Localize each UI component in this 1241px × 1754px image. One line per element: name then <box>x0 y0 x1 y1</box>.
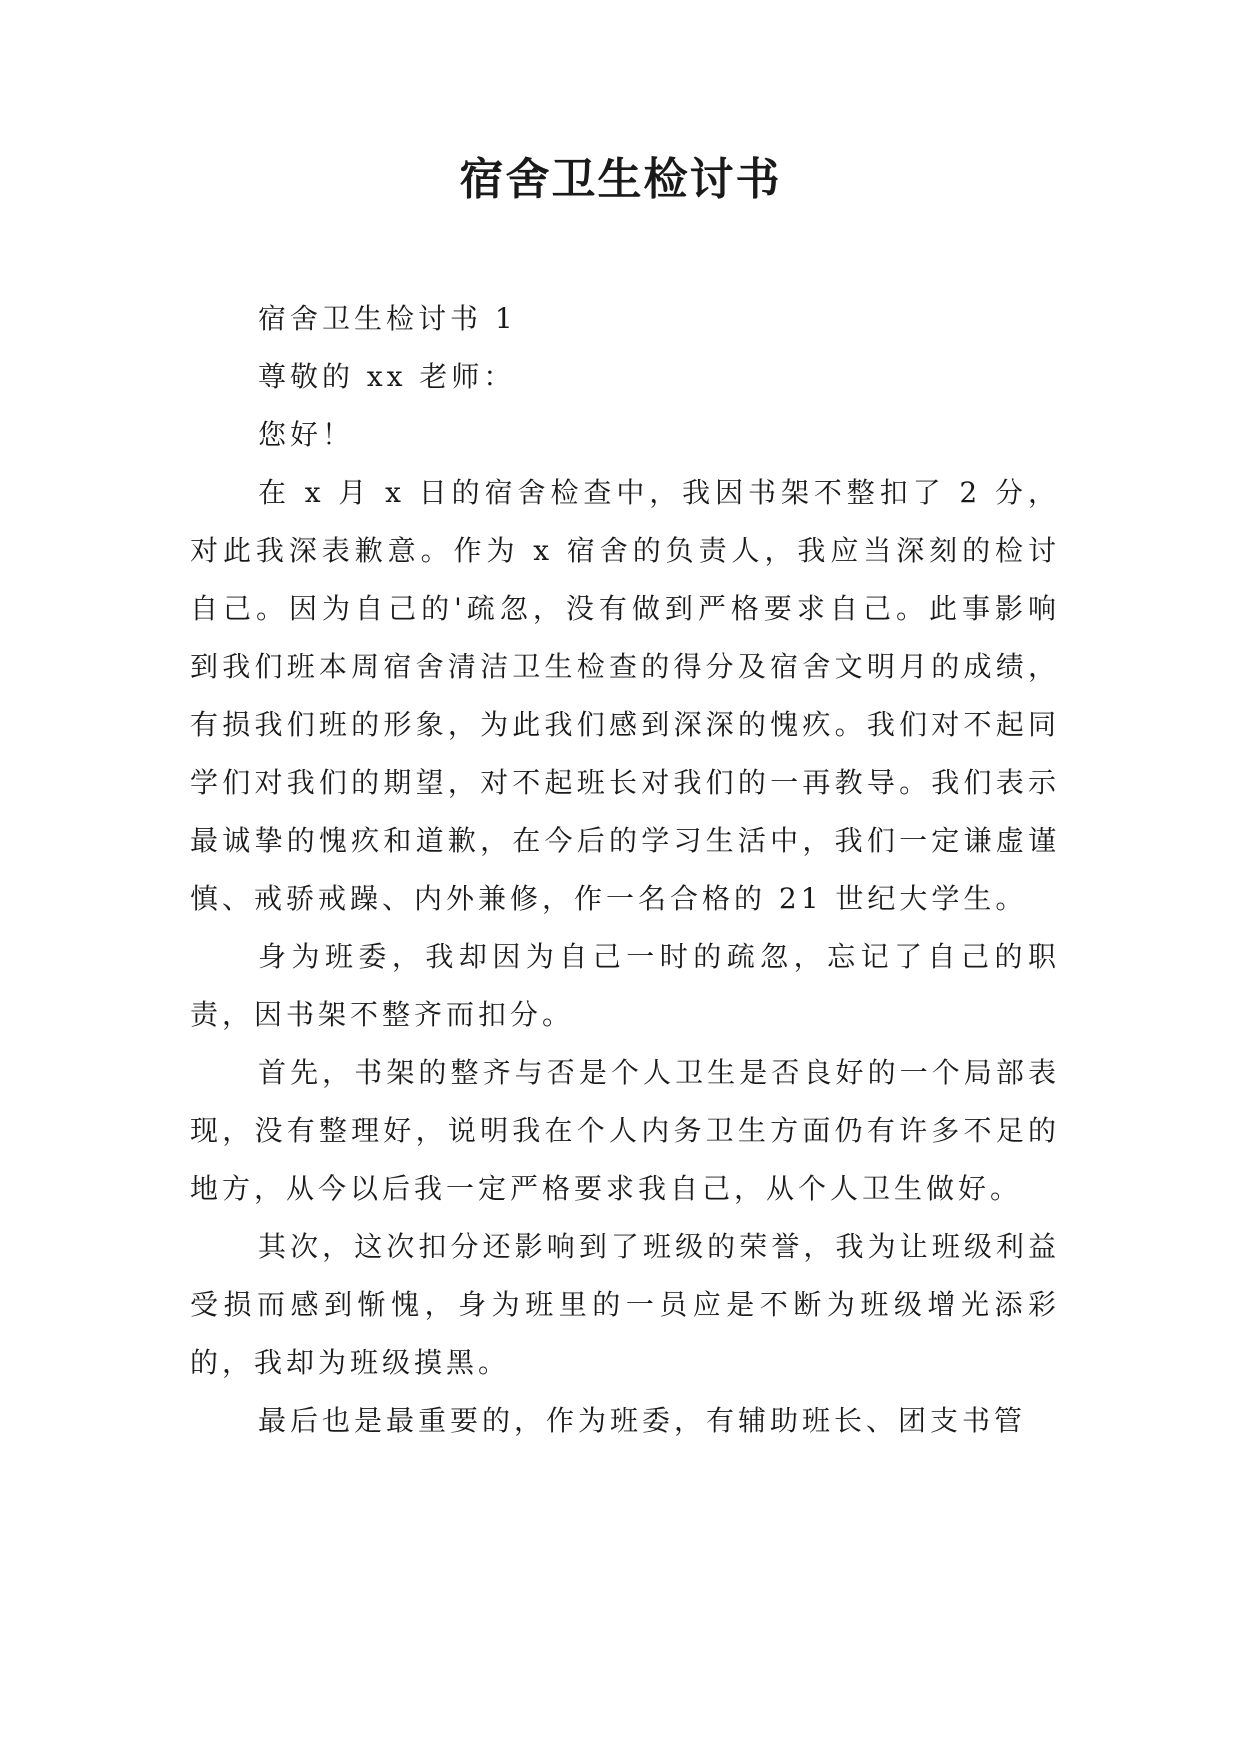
document-title: 宿舍卫生检讨书 <box>459 154 782 205</box>
section-heading: 宿舍卫生检讨书 1 <box>258 302 517 335</box>
paragraph: 在 x 月 x 日的宿舍检查中，我因书架不整扣了 2 分，对此我深表歉意。作为 x 宿舍的负责人，我应当深刻的检讨自己。因为自己的'疏忽，没有做到严格要求自己。此事影响到我们班本周宿舍清洁卫生检查的得分及宿舍文明月的成绩，有损我们班的形象，为此我们感到深深的愧疚。我们对不起同学们对我们的期望，对不起班长对我们的一再教导。我们表示最诚挚的愧疚和道歉，在今后的学习生活中，我们一定谦虚谨慎、戒骄戒躁、内外兼修，作一名合格的 21 世纪大学生。 <box>190 476 1060 915</box>
greeting: 您好！ <box>258 418 355 451</box>
paragraph: 最后也是最重要的，作为班委，有辅助班长、团支书管 <box>258 1404 1027 1437</box>
paragraph: 身为班委，我却因为自己一时的疏忽，忘记了自己的职责，因书架不整齐而扣分。 <box>190 940 1060 1031</box>
paragraph: 其次，这次扣分还影响到了班级的荣誉，我为让班级利益受损而感到惭愧，身为班里的一员应是不断为班级增光添彩的，我却为班级摸黑。 <box>190 1230 1060 1379</box>
paragraph: 首先，书架的整齐与否是个人卫生是否良好的一个局部表现，没有整理好，说明我在个人内务卫生方面仍有许多不足的地方，从今以后我一定严格要求我自己，从个人卫生做好。 <box>190 1056 1060 1205</box>
salutation: 尊敬的 xx 老师： <box>258 360 516 393</box>
document-body <box>190 290 1060 1450</box>
